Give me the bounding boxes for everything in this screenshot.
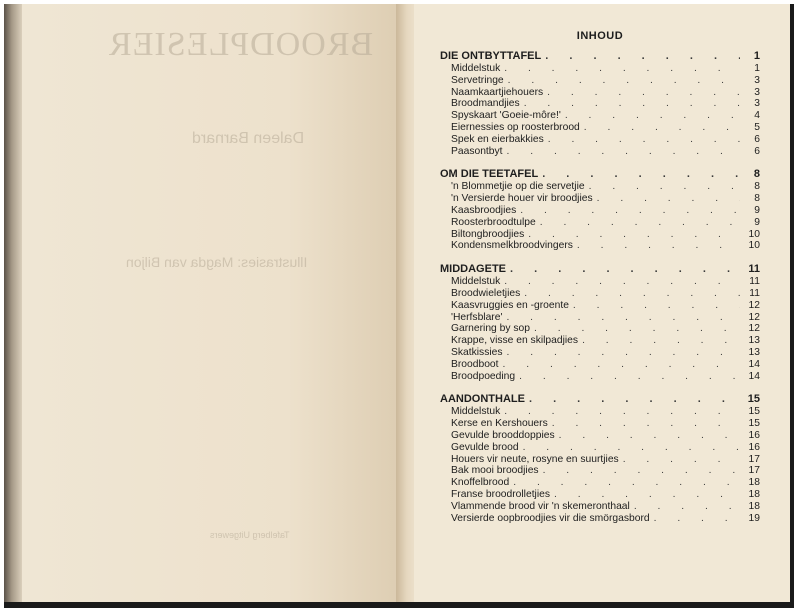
toc-entry — [440, 359, 760, 371]
entry-page-number: 9 — [754, 204, 760, 216]
dot-leader — [502, 312, 740, 323]
entry-label: Kaasbroodjies — [451, 204, 517, 216]
bleed-through-publisher: Tafelberg Uitgewers — [210, 530, 290, 540]
dot-leader — [541, 50, 740, 62]
table-of-contents — [440, 30, 760, 524]
toc-entry — [440, 312, 760, 324]
toc-section-heading — [440, 168, 760, 181]
dot-leader — [544, 134, 740, 145]
dot-leader — [516, 205, 740, 216]
dot-leader — [525, 393, 740, 405]
dot-leader — [524, 229, 740, 240]
entry-page-number: 3 — [754, 86, 760, 98]
toc-entry — [440, 193, 760, 205]
entry-label: Gevulde brooddoppies — [451, 429, 555, 441]
dot-leader — [543, 87, 740, 98]
toc-entry — [440, 465, 760, 477]
section-page-number: 11 — [748, 263, 760, 276]
toc-entry — [440, 347, 760, 359]
entry-page-number: 11 — [749, 276, 760, 288]
entry-label: Servetringe — [451, 74, 504, 86]
entry-page-number: 5 — [754, 121, 760, 133]
entry-label: Kerse en Kershouers — [451, 418, 548, 430]
section-spacer — [440, 252, 760, 261]
entry-label: Knoffelbrood — [451, 477, 510, 489]
dot-leader — [548, 418, 740, 429]
dot-leader — [585, 181, 740, 192]
toc-entry — [440, 87, 760, 99]
entry-label: Broodwieletjies — [451, 287, 521, 299]
toc-section-heading — [440, 50, 760, 63]
section-heading-label: OM DIE TEETAFEL — [440, 168, 539, 181]
entry-page-number: 3 — [754, 98, 760, 110]
entry-label: Broodpoeding — [451, 370, 516, 382]
section-heading-label: MIDDAGETE — [440, 263, 506, 276]
entry-page-number: 12 — [748, 311, 760, 323]
entry-label: Middelstuk — [451, 276, 501, 288]
dot-leader — [536, 217, 740, 228]
entry-page-number: 17 — [748, 465, 760, 477]
dot-leader — [499, 359, 740, 370]
entry-label: Bak mooi broodjies — [451, 465, 539, 477]
toc-entry — [440, 205, 760, 217]
toc-entry — [440, 98, 760, 110]
entry-page-number: 12 — [748, 323, 760, 335]
book-edge-left — [4, 4, 24, 608]
dot-leader — [503, 347, 741, 358]
toc-entry — [440, 229, 760, 241]
toc-entry — [440, 288, 760, 300]
entry-page-number: 1 — [754, 63, 760, 74]
bleed-through-author: Daleen Barnard — [192, 130, 305, 147]
entry-page-number: 13 — [748, 346, 760, 358]
entry-page-number: 11 — [749, 287, 760, 299]
toc-entry — [440, 63, 760, 75]
toc-section — [440, 263, 760, 382]
entry-label: 'n Versierde houer vir broodjies — [451, 193, 593, 205]
entry-label: 'Herfsblare' — [451, 311, 503, 323]
entry-page-number: 15 — [748, 406, 760, 418]
toc-entry — [440, 442, 760, 454]
dot-leader — [500, 63, 740, 74]
entry-label: Versierde oopbroodjies vir die smörgasbord — [451, 512, 650, 524]
toc-entry — [440, 454, 760, 466]
toc-entry — [440, 489, 760, 501]
toc-entry — [440, 240, 760, 252]
entry-label: Kondensmelkbroodvingers — [451, 240, 573, 252]
book-edge-bottom — [4, 602, 794, 608]
dot-leader — [650, 513, 740, 524]
toc-entry — [440, 335, 760, 347]
section-page-number: 8 — [753, 168, 760, 181]
entry-page-number: 13 — [748, 335, 760, 347]
entry-page-number: 14 — [748, 358, 760, 370]
section-spacer — [440, 382, 760, 391]
entry-label: 'n Blommetjie op die servetjie — [451, 181, 585, 193]
entry-label: Biltongbroodjies — [451, 228, 525, 240]
toc-entry — [440, 406, 760, 418]
book-edge-right — [790, 4, 794, 608]
entry-label: Middelstuk — [451, 406, 501, 418]
entry-label: Broodboot — [451, 358, 499, 370]
entry-label: Middelstuk — [451, 63, 501, 74]
toc-entry — [440, 501, 760, 513]
dot-leader — [500, 406, 740, 417]
toc-section — [440, 393, 760, 524]
entry-label: Vlammende brood vir 'n skemeronthaal — [451, 500, 630, 512]
toc-entry — [440, 122, 760, 134]
entry-page-number: 4 — [754, 110, 760, 122]
dot-leader — [500, 276, 740, 287]
entry-label: Houers vir neute, rosyne en suurtjies — [451, 453, 619, 465]
entry-label: Gevulde brood — [451, 441, 519, 453]
entry-label: Paasontbyt — [451, 145, 503, 157]
entry-label: Spek en eierbakkies — [451, 133, 544, 145]
entry-label: Garnering by sop — [451, 323, 530, 335]
entry-page-number: 18 — [748, 500, 760, 512]
left-page — [22, 4, 402, 604]
entry-page-number: 3 — [754, 74, 760, 86]
entry-label: Kaasvruggies en -groente — [451, 299, 569, 311]
dot-leader — [578, 335, 740, 346]
dot-leader — [593, 193, 740, 204]
toc-entry — [440, 430, 760, 442]
entry-page-number: 6 — [754, 133, 760, 145]
entry-page-number: 18 — [748, 488, 760, 500]
entry-page-number: 9 — [754, 216, 760, 228]
bleed-through-illustrations: Illustrasies: Magda van Biljon — [126, 254, 308, 270]
toc-entry — [440, 300, 760, 312]
dot-leader — [519, 442, 740, 453]
dot-leader — [520, 98, 740, 109]
entry-label: Naamkaartjiehouers — [451, 86, 544, 98]
toc-entry — [440, 477, 760, 489]
dot-leader — [520, 288, 740, 299]
toc-section-heading — [440, 263, 760, 276]
entry-page-number: 6 — [754, 145, 760, 157]
section-heading-label: AANDONTHALE — [440, 393, 525, 406]
dot-leader — [561, 110, 740, 121]
entry-page-number: 18 — [748, 477, 760, 489]
dot-leader — [503, 146, 740, 157]
dot-leader — [539, 465, 740, 476]
entry-label: Broodmandjies — [451, 98, 520, 110]
entry-page-number: 16 — [748, 429, 760, 441]
dot-leader — [630, 501, 740, 512]
toc-entry — [440, 75, 760, 87]
bleed-through-title: BROODPLESIER — [108, 26, 374, 63]
entry-page-number: 10 — [748, 228, 760, 240]
entry-page-number: 12 — [748, 299, 760, 311]
dot-leader — [550, 489, 740, 500]
entry-label: Krappe, visse en skilpadjies — [451, 335, 579, 347]
dot-leader — [555, 430, 740, 441]
dot-leader — [504, 75, 740, 86]
toc-entry — [440, 217, 760, 229]
toc-entry — [440, 110, 760, 122]
section-spacer — [440, 157, 760, 166]
entry-page-number: 15 — [748, 418, 760, 430]
entry-page-number: 17 — [748, 453, 760, 465]
toc-entry — [440, 134, 760, 146]
section-page-number: 1 — [753, 50, 760, 62]
entry-page-number: 14 — [748, 370, 760, 382]
dot-leader — [569, 300, 740, 311]
toc-entry — [440, 181, 760, 193]
toc-section — [440, 168, 760, 252]
dot-leader — [619, 454, 740, 465]
dot-leader — [580, 122, 740, 133]
toc-section-heading — [440, 393, 760, 406]
entry-label: Roosterbroodtulpe — [451, 216, 536, 228]
entry-label: Skatkissies — [451, 346, 503, 358]
dot-leader — [530, 323, 740, 334]
entry-page-number: 16 — [748, 441, 760, 453]
toc-entry — [440, 418, 760, 430]
toc-title: INHOUD — [576, 30, 624, 42]
entry-label: Eiernessies op roosterbrood — [451, 121, 580, 133]
dot-leader — [509, 477, 740, 488]
toc-entry — [440, 323, 760, 335]
toc-entry — [440, 276, 760, 288]
entry-page-number: 8 — [754, 193, 760, 205]
section-page-number: 15 — [747, 393, 760, 406]
entry-label: Spyskaart 'Goeie-môre!' — [451, 110, 561, 122]
section-heading-label: DIE ONTBYTTAFEL — [440, 50, 542, 62]
toc-entry — [440, 371, 760, 383]
toc-section — [440, 50, 760, 157]
dot-leader — [515, 371, 740, 382]
entry-page-number: 19 — [748, 512, 760, 524]
entry-page-number: 8 — [754, 181, 760, 193]
dot-leader — [573, 240, 740, 251]
entry-page-number: 10 — [748, 240, 760, 252]
entry-label: Franse broodrolletjies — [451, 488, 551, 500]
toc-entry — [440, 146, 760, 158]
dot-leader — [538, 168, 740, 180]
dot-leader — [506, 263, 740, 275]
toc-entry — [440, 513, 760, 525]
